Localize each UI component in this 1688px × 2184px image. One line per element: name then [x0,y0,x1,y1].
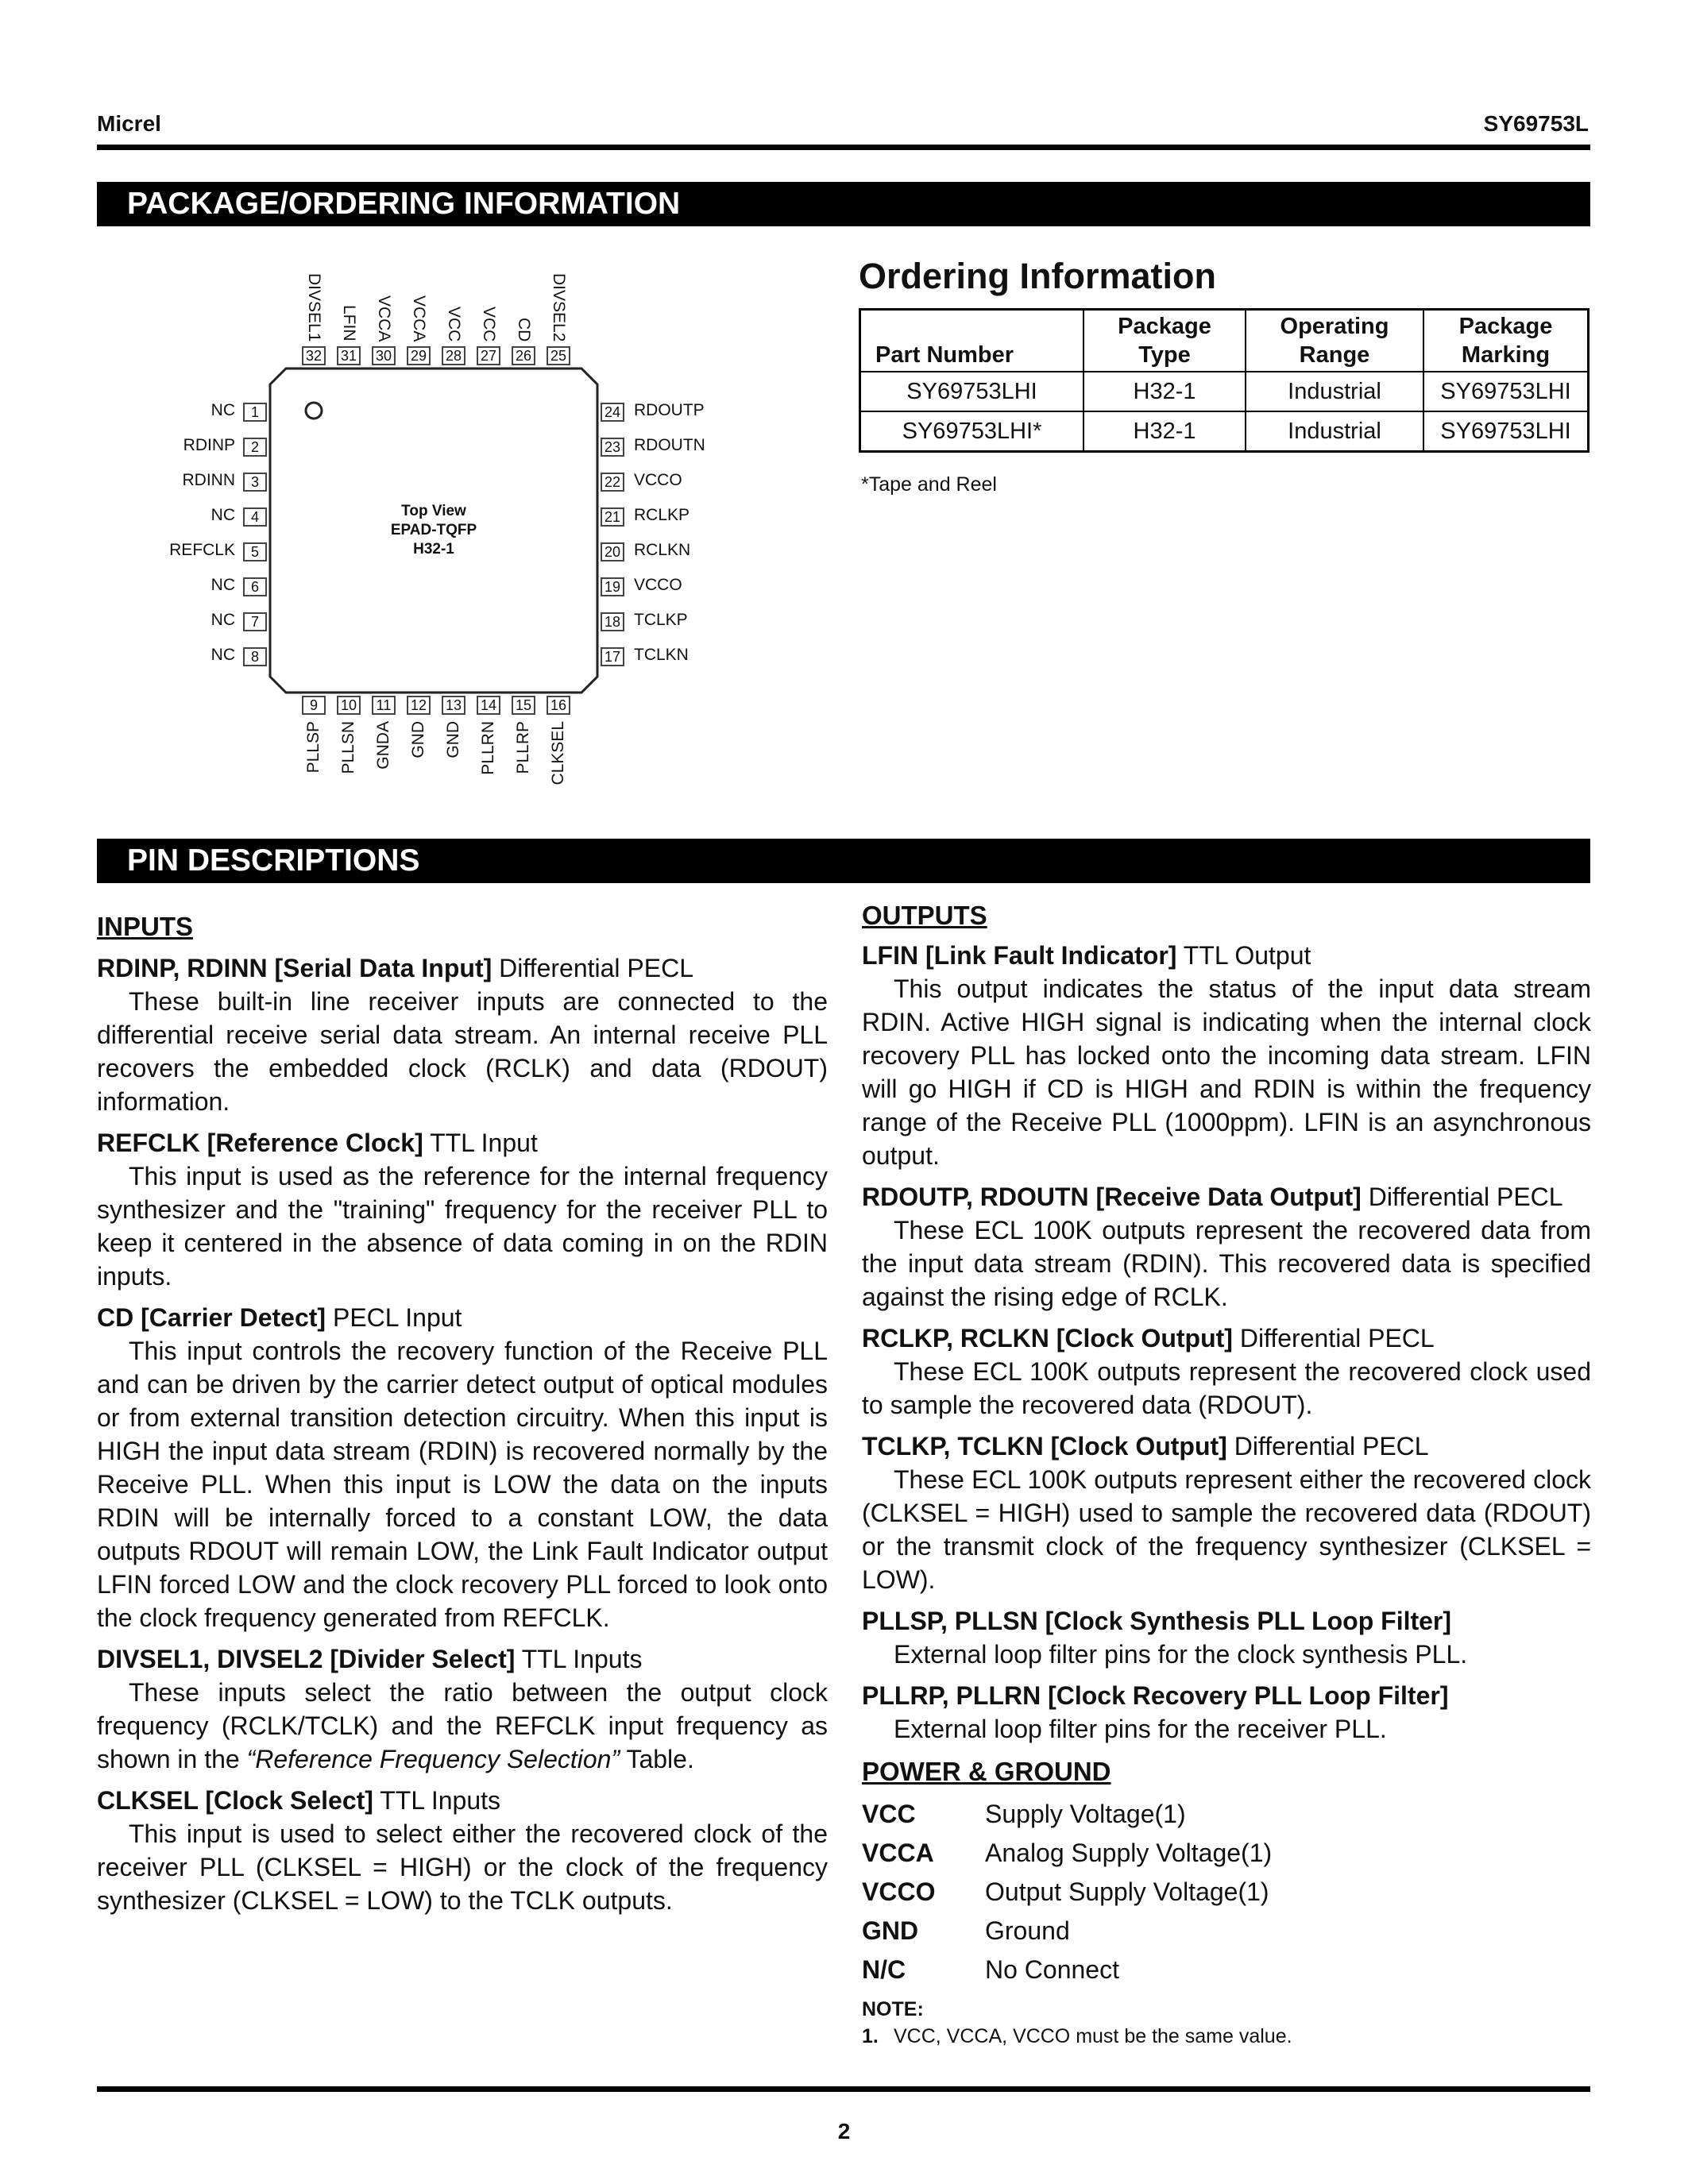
banner-package-ordering: PACKAGE/ORDERING INFORMATION [97,182,1590,226]
power-ground-row: VCCA Analog Supply Voltage(1) [862,1839,1273,1867]
pin-number: 25 [547,346,570,365]
pin-label: RDINN [182,471,235,489]
pin-number: 20 [601,542,624,561]
pin-number: 15 [512,696,535,715]
pin-description-text: External loop filter pins for the receiver PLL. [894,1715,1387,1743]
pin-description-text: These inputs select the ratio between the output clock frequency (RCLK/TCLK) and the REFCLK input frequency as shown in the “Reference Frequency Selection” Table. [97,1678,828,1773]
pin-description-text: This input is used to select either the recovered clock of the receiver PLL (CLKSEL = HIGH) or the clock of the frequency synthesizer (CLKSEL = LOW) to the TCLK outputs. [97,1819,828,1915]
pin-label: TCLKN [634,646,689,664]
pin-description-heading: DIVSEL1, DIVSEL2 [Divider Select] TTL Inputs [97,1645,643,1673]
power-ground-row: VCCO Output Supply Voltage(1) [862,1877,1269,1906]
inputs-title: INPUTS [97,912,194,941]
pin-label: CD [515,317,533,341]
pin-label: RDOUTN [634,436,705,454]
power-ground-row: VCC Supply Voltage(1) [862,1800,1186,1828]
pin-number: 16 [547,696,570,715]
pin-description-text: These ECL 100K outputs represent the recovered clock used to sample the recovered data (RDOUT). [862,1357,1591,1419]
pin-number: 24 [601,403,624,422]
pin-description-text: These built-in line receiver inputs are connected to the differential receive serial data stream. An internal receive PLL recovers the embedded clock (RCLK) and data (RDOUT) information. [97,987,828,1116]
pin-description [97,1642,828,1776]
table-row: SY69753LHI* H32-1 Industrial SY69753LHI [860,411,1589,452]
pin-description [97,1126,828,1293]
ordering-header-row [860,310,1589,372]
pin-number: 3 [243,473,267,492]
pin-label: NC [211,401,235,419]
pin-description [862,939,1591,1172]
pin-label: PLLRN [479,721,497,775]
page-number: 2 [837,2119,851,2143]
pin-label: VCCO [634,576,682,594]
pin-label: VCC [480,306,498,341]
pin-number: 18 [601,612,624,631]
pin-description-text: These ECL 100K outputs represent either the recovered clock (CLKSEL = HIGH) used to sample the recovered data (RDOUT) or the transmit clock of the frequency synthesizer (CLKSEL = LOW). [862,1465,1591,1594]
pin-label: RCLKP [634,506,690,524]
pin-description-heading: REFCLK [Reference Clock] TTL Input [97,1129,538,1157]
pin-number: 26 [512,346,535,365]
note-title: NOTE: [862,1998,924,2020]
table-row: SY69753LHI H32-1 Industrial SY69753LHI [860,372,1589,411]
pin-description-heading: RDOUTP, RDOUTN [Receive Data Output] Differential PECL [862,1183,1563,1211]
pin-number: 1 [243,403,267,422]
pin-label: VCCA [375,295,393,341]
header-left: Micrel [97,111,161,136]
pin-description [862,1180,1591,1314]
pin-number: 13 [442,696,465,715]
pin-number: 5 [243,542,267,561]
pin-description [97,1301,828,1634]
col-package-type: Package Type [1083,310,1246,372]
outputs-column [862,899,1591,2050]
ordering-table [859,308,1590,453]
col-part-number: Part Number [860,310,1084,372]
inputs-column [97,910,828,1925]
power-ground-list [862,1795,1591,1989]
pin-description-heading: LFIN [Link Fault Indicator] TTL Output [862,941,1311,970]
pin-description-heading: PLLRP, PLLRN [Clock Recovery PLL Loop Filter] [862,1681,1449,1710]
pin-label: PLLSN [339,721,357,774]
pin-description [97,1784,828,1917]
pin-description [862,1604,1591,1671]
pin-description [97,951,828,1118]
pin-label: VCCO [634,471,682,489]
col-package-marking: Package Marking [1423,310,1589,372]
pin-number: 14 [477,696,500,715]
ordering-title: Ordering Information [859,256,1216,296]
pin-number: 10 [337,696,361,715]
pin-number: 23 [601,438,624,457]
pin-description-text: This input controls the recovery function of the Receive PLL and can be driven by the carrier detect output of optical modules or from external transition detection circuitry. When this input is HIGH the input data stream (RDIN) is recovered normally by the Receive PLL. When this input is LOW the data on the inputs RDIN will be internally forced to a constant LOW, the data outputs RDOUT will remain LOW, the Link Fault Indicator output LFIN forced LOW and the clock recovery PLL forced to look onto the clock frequency generated from REFCLK. [97,1337,828,1632]
pin-number: 17 [601,647,624,666]
pin-number: 19 [601,577,624,596]
header-right: SY69753L [1483,111,1589,136]
pin-number: 31 [337,346,361,365]
pin-description-heading: PLLSP, PLLSN [Clock Synthesis PLL Loop Filter] [862,1607,1452,1635]
pin-label: DIVSEL1 [305,272,323,341]
pin-description-heading: RCLKP, RCLKN [Clock Output] Differential PECL [862,1324,1435,1352]
note-item: 1. VCC, VCCA, VCCO must be the same value. [862,2025,1292,2047]
pin-label: PLLSP [304,721,323,774]
pin-label: RDOUTP [634,401,705,419]
footer-rule [97,2086,1590,2092]
header-rule [97,145,1590,150]
pin-label: TCLKP [634,611,688,629]
pin1-marker-icon [306,403,322,419]
pin-label: DIVSEL2 [550,272,568,341]
pin-number: 6 [243,577,267,596]
pin-number: 12 [407,696,431,715]
package-center-label: Top View EPAD-TQFP H32-1 [390,503,477,558]
pin-description-text: This output indicates the status of the input data stream RDIN. Active HIGH signal is indicating when the internal clock recovery PLL has locked onto the incoming data stream. LFIN will go HIGH if CD is HIGH and RDIN is within the frequency range of the Receive PLL (1000ppm). LFIN is an asynchronous output. [862,974,1591,1170]
power-ground-row: N/C No Connect [862,1955,1119,1984]
pin-description-text: These ECL 100K outputs represent the recovered data from the input data stream (RDIN). This recovered data is specified against the rising edge of RCLK. [862,1216,1591,1311]
pin-number: 11 [372,696,396,715]
pin-number: 7 [243,612,267,631]
pin-label: VCC [445,306,463,341]
pin-description [862,1322,1591,1422]
pin-label: VCCA [410,295,428,341]
pin-label: NC [211,576,235,594]
pin-description-heading: CLKSEL [Clock Select] TTL Inputs [97,1786,501,1815]
pin-description-text: External loop filter pins for the clock synthesis PLL. [894,1640,1468,1669]
pin-label: NC [211,611,235,629]
ordering-footnote: *Tape and Reel [861,473,997,496]
pin-description [862,1430,1591,1596]
pin-number: 30 [372,346,396,365]
pin-label: LFIN [340,305,358,341]
pin-label: GND [409,721,427,758]
pin-label: RDINP [183,436,235,454]
pin-description [862,1679,1591,1746]
pin-label: NC [211,646,235,664]
pin-label: GND [444,721,462,758]
col-operating-range: Operating Range [1246,310,1423,372]
pin-description-heading: CD [Carrier Detect] PECL Input [97,1303,462,1332]
pin-number: 32 [302,346,326,365]
power-ground-title: POWER & GROUND [862,1757,1111,1786]
pin-number: 4 [243,507,267,527]
pin-label: GNDA [374,721,392,770]
pin-number: 2 [243,438,267,457]
pin-number: 27 [477,346,500,365]
pin-label: NC [211,506,235,524]
pin-description-text: This input is used as the reference for the internal frequency synthesizer and the "training" frequency for the receiver PLL to keep it centered in the absence of data coming in on the RDIN inputs. [97,1162,828,1291]
pin-number: 21 [601,507,624,527]
outputs-title: OUTPUTS [862,901,987,930]
pin-number: 8 [243,647,267,666]
power-ground-row: GND Ground [862,1916,1070,1945]
pin-number: 29 [407,346,431,365]
pin-description-heading: TCLKP, TCLKN [Clock Output] Differential PECL [862,1432,1429,1461]
pin-label: REFCLK [169,541,235,559]
pin-label: RCLKN [634,541,691,559]
pin-label: PLLRP [514,721,532,774]
banner-pin-descriptions: PIN DESCRIPTIONS [97,839,1590,883]
pin-label: CLKSEL [549,721,567,785]
pin-number: 22 [601,473,624,492]
pin-number: 9 [302,696,326,715]
pin-number: 28 [442,346,465,365]
pin-description-heading: RDINP, RDINN [Serial Data Input] Differential PECL [97,954,693,982]
